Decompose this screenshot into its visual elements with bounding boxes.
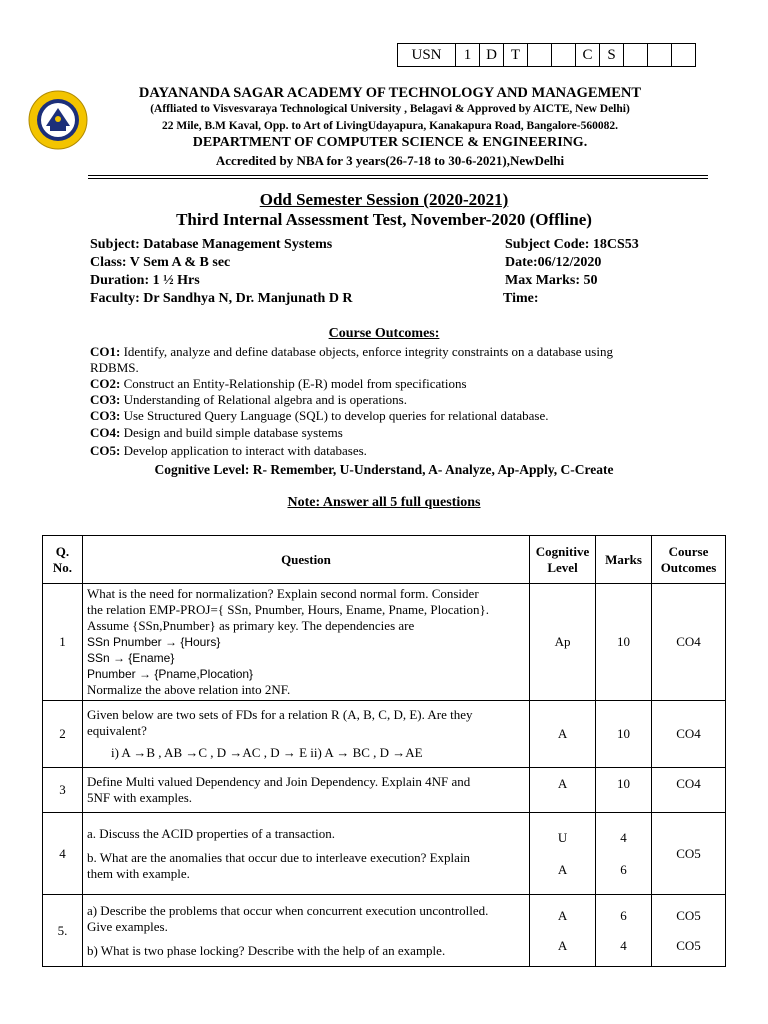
marks: [596, 813, 652, 895]
affiliation: (Affliated to Visvesvaraya Technological University , Belagavi & Approved by AICTE, New Delhi): [150, 103, 630, 115]
header-qno: [43, 536, 83, 584]
usn-label: USN: [398, 44, 456, 66]
header-outcomes: [651, 536, 725, 584]
question-text: [82, 584, 529, 701]
course-outcome-a: CO5: [676, 907, 701, 923]
question-part-a: a. Discuss the ACID properties of a transaction.: [86, 825, 335, 841]
dependency-line: SSn → {Ename}: [86, 651, 175, 665]
table-row: [43, 813, 726, 895]
usn-cell: D: [480, 44, 504, 66]
question-text: [82, 895, 529, 967]
marks-b: 4: [620, 937, 627, 953]
marks: 10: [596, 768, 652, 813]
question-line: the relation EMP-PROJ={ SSn, Pnumber, Hours, Ename, Pname, Plocation}.: [86, 602, 489, 617]
question-table: [42, 535, 726, 967]
faculty: Faculty: Dr Sandhya N, Dr. Manjunath D R: [90, 291, 353, 306]
institute-name: DAYANANDA SAGAR ACADEMY OF TECHNOLOGY AND MANAGEMENT: [138, 85, 642, 101]
outcome-code: CO1:: [90, 344, 121, 359]
note: Note: Answer all 5 full questions: [287, 495, 481, 510]
question-line: What is the need for normalization? Explain second normal form. Consider: [86, 586, 479, 601]
header-divider: [88, 178, 708, 179]
question-number: 4: [43, 813, 83, 895]
usn-cell: T: [504, 44, 528, 66]
cognitive-level: [530, 813, 596, 895]
header-outcomes-line2: Outcomes: [660, 559, 717, 575]
outcome-item: [90, 425, 343, 441]
question-line: them with example.: [86, 865, 190, 881]
usn-cell: [648, 44, 672, 66]
usn-cell: [672, 44, 696, 66]
usn-cell: C: [576, 44, 600, 66]
header-cognitive: [530, 536, 596, 584]
header-divider: [88, 175, 708, 176]
cognitive-level-a: A: [557, 907, 568, 923]
accreditation: Accredited by NBA for 3 years(26-7-18 to 30-6-2021),NewDelhi: [215, 153, 565, 168]
question-line: Assume {SSn,Pnumber} as primary key. The dependencies are: [86, 618, 415, 633]
cognitive-level: A: [530, 768, 596, 813]
cognitive-level: A: [530, 701, 596, 768]
test-title: Third Internal Assessment Test, November-2020 (Offline): [176, 210, 592, 229]
institute-logo-icon: [28, 90, 88, 150]
duration: Duration: 1 ½ Hrs: [90, 273, 200, 288]
course-outcome: CO5: [651, 813, 725, 895]
usn-cell: S: [600, 44, 624, 66]
outcome-item: [90, 392, 407, 408]
class: Class: V Sem A & B sec: [90, 255, 231, 270]
fd-sets: i) A →B , AB →C , D →AC , D → E ii) A → BC , D →AE: [110, 745, 423, 760]
question-line: Define Multi valued Dependency and Join Dependency. Explain 4NF and: [86, 774, 471, 789]
header-outcomes-line1: Course: [668, 543, 709, 559]
exam-time: Time:: [503, 291, 539, 306]
course-outcome: CO4: [651, 768, 725, 813]
marks: 10: [596, 701, 652, 768]
outcome-item: [90, 443, 367, 459]
marks: 10: [596, 584, 652, 701]
outcome-code: CO5:: [90, 443, 121, 458]
cognitive-level-b: A: [557, 861, 568, 877]
outcome-text: Develop application to interact with databases.: [120, 443, 367, 458]
outcome-item: [90, 376, 467, 392]
cognitive-level-legend: Cognitive Level: R- Remember, U-Understand, A- Analyze, Ap-Apply, C-Create: [154, 462, 614, 477]
course-outcome-b: CO5: [676, 937, 701, 953]
exam-date: Date:06/12/2020: [505, 255, 602, 270]
max-marks: Max Marks: 50: [505, 273, 598, 288]
question-part-b: b. What are the anomalies that occur due to interleave execution? Explain: [86, 849, 471, 865]
table-row: [43, 895, 726, 967]
outcome-text: Design and build simple database systems: [120, 425, 343, 440]
table-row: [43, 768, 726, 813]
question-line: Give examples.: [86, 918, 168, 934]
header-cognitive-line2: Level: [547, 559, 578, 575]
outcome-code: CO3:: [90, 392, 121, 407]
usn-box: [397, 43, 696, 67]
header-qno-line2: No.: [52, 559, 73, 575]
course-outcome: CO4: [651, 701, 725, 768]
usn-cell: 1: [456, 44, 480, 66]
table-row: [43, 701, 726, 768]
question-line: equivalent?: [86, 723, 147, 738]
department-name: DEPARTMENT OF COMPUTER SCIENCE & ENGINEERING.: [192, 135, 588, 150]
dependency-line: SSn Pnumber → {Hours}: [86, 635, 221, 649]
outcome-code: CO2:: [90, 376, 121, 391]
question-text: [82, 768, 529, 813]
cognitive-level-b: A: [557, 937, 568, 953]
cognitive-level: Ap: [530, 584, 596, 701]
outcome-text: Use Structured Query Language (SQL) to develop queries for relational database.: [120, 408, 549, 423]
question-number: 5.: [43, 895, 83, 967]
outcome-continuation: RDBMS.: [90, 360, 139, 375]
table-header-row: [43, 536, 726, 584]
header-question: Question: [82, 536, 529, 584]
session-title: Odd Semester Session (2020-2021): [259, 190, 509, 209]
outcome-item: [90, 344, 613, 360]
outcome-text: Understanding of Relational algebra and is operations.: [120, 392, 407, 407]
usn-cell: [624, 44, 648, 66]
subject: Subject: Database Management Systems: [90, 237, 333, 252]
address: 22 Mile, B.M Kaval, Opp. to Art of LivingUdayapura, Kanakapura Road, Bangalore-560082.: [162, 120, 618, 132]
question-line: 5NF with examples.: [86, 790, 193, 805]
header-marks: Marks: [596, 536, 652, 584]
dependency-line: Pnumber → {Pname,Plocation}: [86, 667, 254, 681]
outcome-text: Construct an Entity-Relationship (E-R) model from specifications: [120, 376, 467, 391]
question-part-a: a) Describe the problems that occur when concurrent execution uncontrolled.: [86, 902, 489, 918]
cognitive-level: [530, 895, 596, 967]
subject-code: Subject Code: 18CS53: [505, 237, 639, 252]
question-part-b: b) What is two phase locking? Describe with the help of an example.: [86, 942, 446, 958]
usn-cell: [528, 44, 552, 66]
question-number: 2: [43, 701, 83, 768]
question-number: 1: [43, 584, 83, 701]
outcome-code: CO3:: [90, 408, 121, 423]
outcome-item: [90, 408, 548, 424]
marks-b: 6: [620, 861, 627, 877]
course-outcome: [651, 895, 725, 967]
outcome-code: CO4:: [90, 425, 121, 440]
question-number: 3: [43, 768, 83, 813]
outcome-text: Identify, analyze and define database objects, enforce integrity constraints on a database using: [120, 344, 613, 359]
course-outcomes-heading: Course Outcomes:: [328, 326, 440, 341]
marks: [596, 895, 652, 967]
question-line: Given below are two sets of FDs for a relation R (A, B, C, D, E). Are they: [86, 707, 473, 722]
header-cognitive-line1: Cognitive: [535, 543, 590, 559]
cognitive-level-a: U: [557, 829, 568, 845]
usn-cell: [552, 44, 576, 66]
course-outcome: CO4: [651, 584, 725, 701]
marks-a: 6: [620, 907, 627, 923]
marks-a: 4: [620, 829, 627, 845]
question-text: [82, 813, 529, 895]
question-text: [82, 701, 529, 768]
question-line: Normalize the above relation into 2NF.: [86, 682, 291, 697]
header-qno-line1: Q.: [55, 543, 70, 559]
table-row: [43, 584, 726, 701]
